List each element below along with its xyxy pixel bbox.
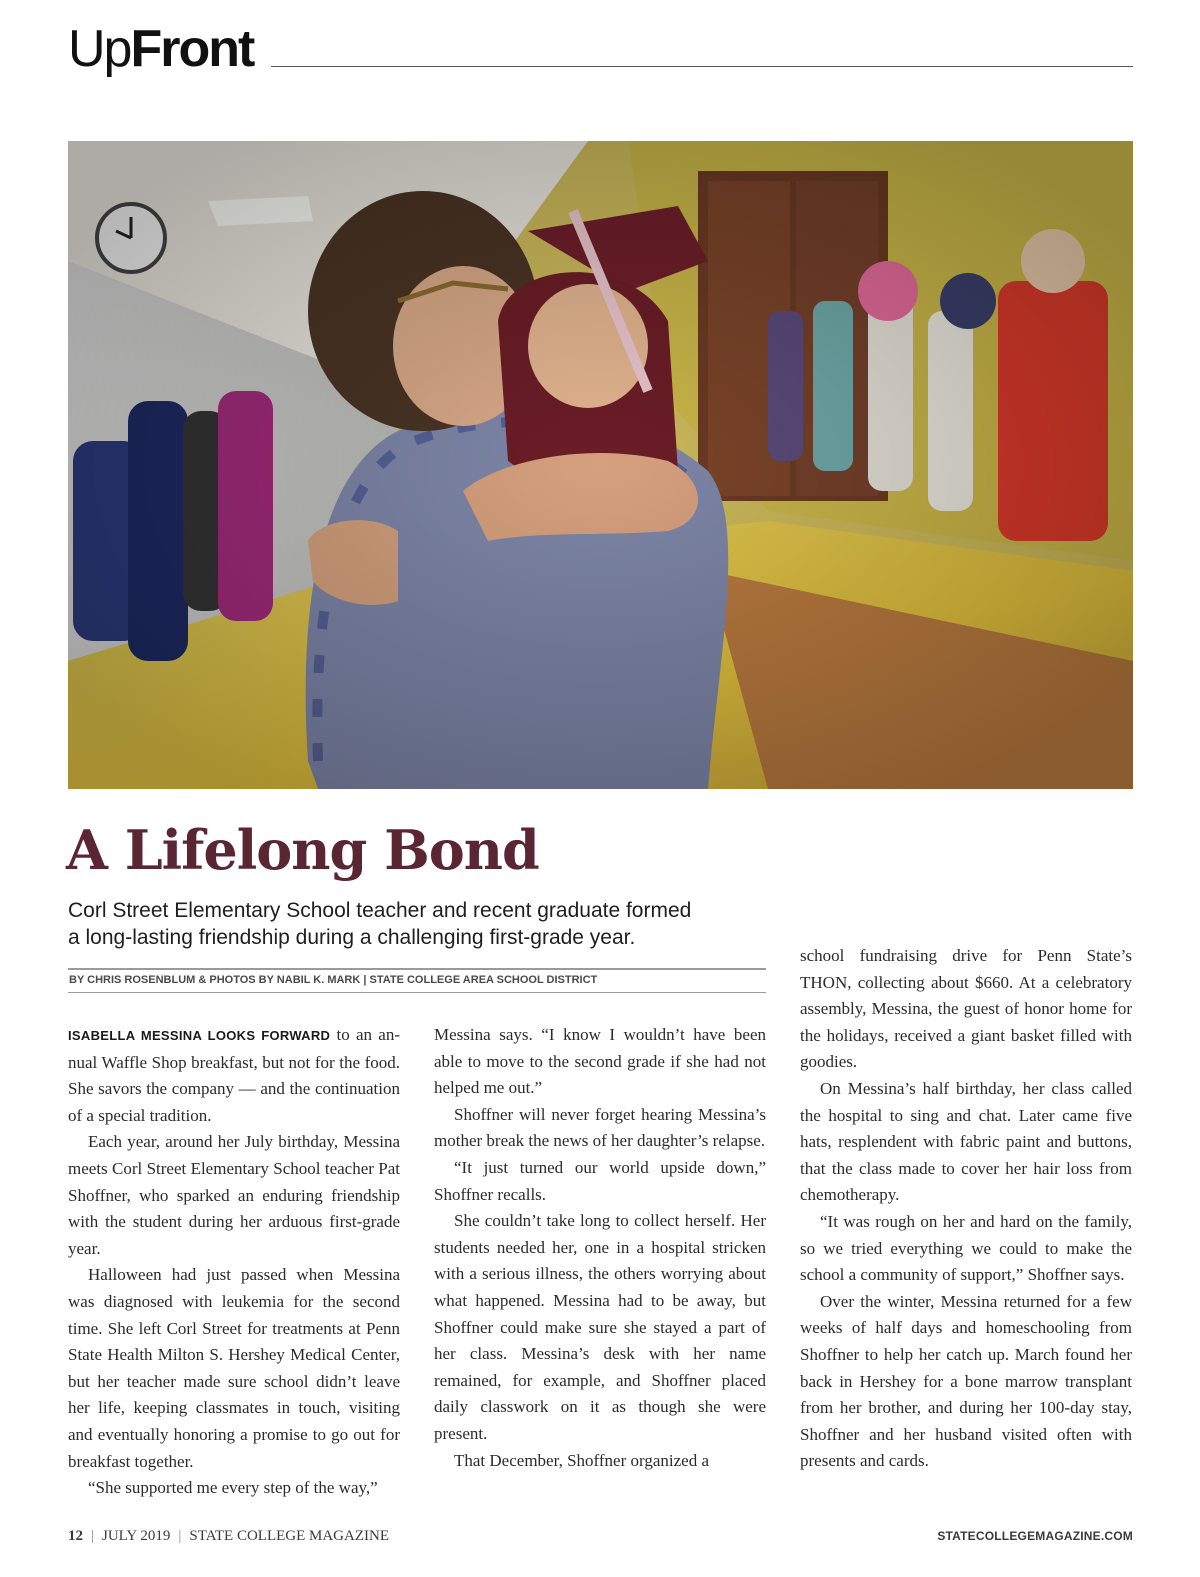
article-column-2: [434, 1022, 766, 1474]
paragraph: “She supported me every step of the way,”: [88, 1478, 378, 1498]
feature-photo: [68, 141, 1133, 789]
paragraph: “It just turned our world upside down,” Shoffner recalls.: [434, 1157, 766, 1204]
paragraph: [68, 1022, 400, 1129]
byline: BY CHRIS ROSENBLUM & PHOTOS BY NABIL K. MARK | STATE COLLEGE AREA SCHOOL DISTRICT: [68, 968, 766, 993]
magazine-name: STATE COLLEGE MAGAZINE: [189, 1528, 389, 1544]
paragraph: Each year, around her July birthday, Messina meets Corl Street Elementary School teacher Pat Shoffner, who sparked an enduring friendship with the student during her arduous first-grade year.: [68, 1132, 400, 1258]
section-name-bold: Front: [130, 20, 254, 78]
paragraph: Shoffner will never forget hearing Messina’s mother break the news of her daughter’s relapse.: [434, 1104, 766, 1151]
section-header: [68, 16, 1133, 82]
headline: A Lifelong Bond: [66, 818, 539, 882]
section-name: [68, 16, 253, 82]
dek-line-2: a long-lasting friendship during a challenging first-grade year.: [68, 926, 636, 949]
issue-date: JULY 2019: [102, 1528, 171, 1544]
section-name-light: Up: [68, 20, 131, 78]
article-column-3: [800, 943, 1132, 1475]
paragraph: That December, Shoffner organized a: [454, 1450, 709, 1470]
footer-separator: |: [91, 1528, 95, 1544]
paragraph: “It was rough on her and hard on the family, so we tried everything we could to make the school a community of support,” Shoffner says.: [800, 1211, 1132, 1285]
article-column-1: [68, 1022, 400, 1502]
paragraph: She couldn’t take long to collect herself. Her students needed her, one in a hospital stricken with a serious illness, the others worrying about what happened. Messina had to be away, but Shoffner could make sure she stayed a part of her class. Messina’s desk with her name remained, for example, and Shoffner placed daily classwork on it as though she were present.: [434, 1211, 766, 1443]
paragraph-text: to an annual Waffle Shop breakfast, but not for the food. She savors the company — and the continuation of a special tradition.: [68, 1025, 400, 1125]
paragraph: On Messina’s half birthday, her class called the hospital to sing and chat. Later came five hats, resplendent with fabric paint and buttons, that the class made to cover her hair loss from chemotherapy.: [800, 1078, 1132, 1205]
lead-in: ISABELLA MESSINA LOOKS FORWARD: [68, 1028, 331, 1043]
paragraph: Halloween had just passed when Messina was diagnosed with leukemia for the second time. She left Corl Street for treatments at Penn State Health Milton S. Hershey Medical Center, but her teacher made sure school didn’t leave her life, keeping classmates in touch, visiting and eventually honoring a promise to go out for breakfast together.: [68, 1265, 400, 1471]
page-number: 12: [68, 1528, 83, 1544]
dek: [68, 897, 768, 951]
footer-separator: |: [178, 1528, 182, 1544]
page-footer: [68, 1528, 1133, 1550]
paragraph: school fundraising drive for Penn State’s THON, collecting about $660. At a celebratory assembly, Messina, the guest of honor home for the holidays, received a giant basket filled with goodies.: [800, 946, 1132, 1072]
dek-line-1: Corl Street Elementary School teacher and recent graduate formed: [68, 899, 692, 922]
photo-illustration: [68, 141, 1133, 789]
paragraph: Messina says. “I know I wouldn’t have been able to move to the second grade if she had not helped me out.”: [434, 1025, 766, 1098]
website-url[interactable]: STATECOLLEGEMAGAZINE.COM: [937, 1529, 1133, 1543]
footer-folio: [68, 1528, 389, 1545]
paragraph: Over the winter, Messina returned for a few weeks of half days and homeschooling from Shoffner to help her catch up. March found her back in Hershey for a bone marrow transplant from her brother, and during her 100-day stay, Shoffner and her husband visited often with presents and cards.: [800, 1291, 1132, 1471]
header-rule: [271, 66, 1133, 67]
